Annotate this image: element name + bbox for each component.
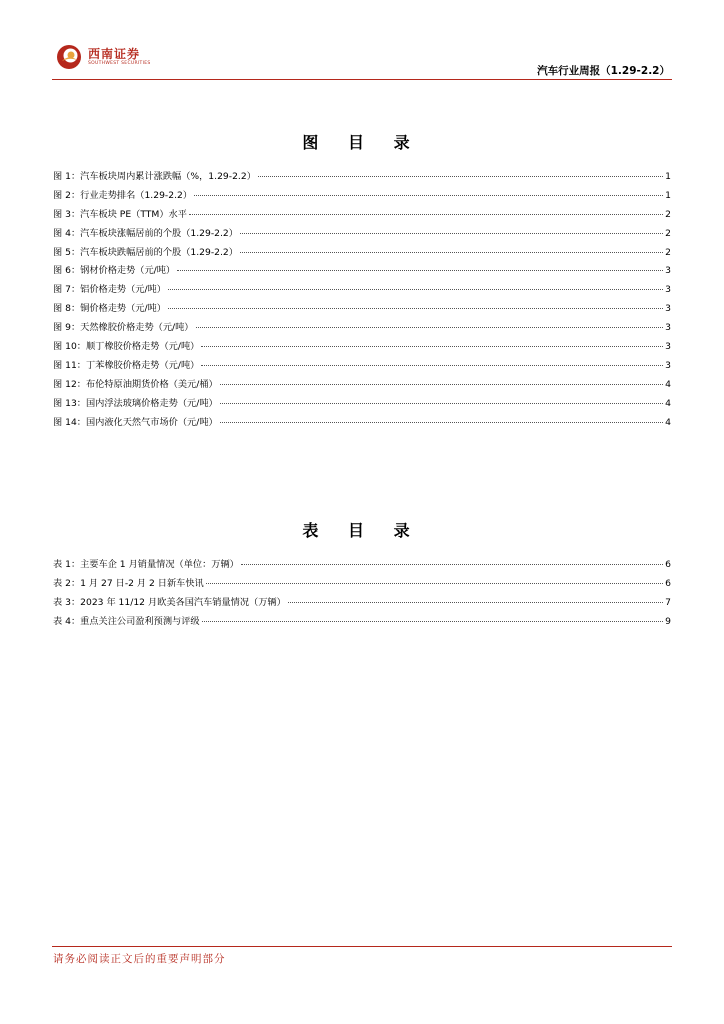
toc-leader-dots bbox=[220, 384, 663, 385]
toc-entry-page: 1 bbox=[665, 189, 671, 201]
toc-entry[interactable] bbox=[53, 300, 671, 319]
toc-leader-dots bbox=[202, 621, 664, 622]
toc-entry-label: 图 14：国内液化天然气市场价（元/吨） bbox=[53, 416, 218, 428]
toc-entry-label: 图 13：国内浮法玻璃价格走势（元/吨） bbox=[53, 397, 218, 409]
toc-entry-page: 7 bbox=[665, 596, 671, 608]
toc-entry-page: 6 bbox=[665, 559, 671, 570]
toc-entry[interactable] bbox=[53, 357, 671, 376]
logo-wordmark bbox=[88, 47, 151, 67]
toc-leader-dots bbox=[240, 233, 663, 234]
toc-entry[interactable] bbox=[53, 187, 671, 206]
toc-leader-dots bbox=[220, 403, 663, 404]
logo-emblem-icon bbox=[56, 44, 82, 70]
logo-english-name: SOUTHWEST SECURITIES bbox=[88, 61, 151, 66]
toc-entry[interactable] bbox=[53, 556, 671, 575]
toc-entry-page: 4 bbox=[665, 416, 671, 428]
toc-entry-label: 图 8：铜价格走势（元/吨） bbox=[53, 303, 166, 315]
tables-toc-list bbox=[53, 556, 671, 632]
company-logo bbox=[56, 44, 151, 70]
toc-entry-page: 9 bbox=[665, 615, 671, 627]
figures-toc-list bbox=[53, 168, 671, 432]
toc-entry-label: 表 3：2023 年 11/12 月欧美各国汽车销量情况（万辆） bbox=[53, 596, 286, 608]
toc-entry[interactable] bbox=[53, 168, 671, 187]
toc-entry[interactable] bbox=[53, 225, 671, 244]
toc-entry-page: 3 bbox=[665, 303, 671, 315]
toc-leader-dots bbox=[241, 564, 663, 565]
toc-entry-page: 3 bbox=[665, 284, 671, 296]
toc-leader-dots bbox=[196, 327, 664, 328]
logo-chinese-name: 西南证券 bbox=[88, 47, 141, 61]
toc-entry-label: 图 4：汽车板块涨幅居前的个股（1.29-2.2） bbox=[53, 227, 238, 239]
toc-entry[interactable] bbox=[53, 414, 671, 433]
toc-leader-dots bbox=[201, 346, 663, 347]
header-divider bbox=[52, 79, 672, 80]
toc-entry-page: 4 bbox=[665, 378, 671, 390]
toc-leader-dots bbox=[168, 289, 663, 290]
toc-entry-label: 图 11：丁苯橡胶价格走势（元/吨） bbox=[53, 359, 200, 371]
toc-entry-label: 图 3：汽车板块 PE（TTM）水平 bbox=[53, 208, 187, 220]
toc-leader-dots bbox=[240, 252, 663, 253]
toc-entry[interactable] bbox=[53, 338, 671, 357]
toc-leader-dots bbox=[288, 602, 663, 603]
toc-entry-label: 表 1：主要车企 1 月销量情况（单位：万辆） bbox=[53, 559, 239, 570]
toc-entry-label: 图 6：钢材价格走势（元/吨） bbox=[53, 265, 176, 277]
toc-leader-dots bbox=[258, 176, 663, 177]
tables-toc-title: 表 目 录 bbox=[302, 521, 422, 540]
toc-entry[interactable] bbox=[53, 376, 671, 395]
figures-toc-title: 图 目 录 bbox=[302, 133, 422, 152]
toc-entry-label: 表 4：重点关注公司盈利预测与评级 bbox=[53, 615, 200, 627]
toc-entry-page: 2 bbox=[665, 246, 671, 258]
report-title: 汽车行业周报（1.29-2.2） bbox=[537, 65, 670, 77]
toc-entry-label: 图 12：布伦特原油期货价格（美元/桶） bbox=[53, 378, 218, 390]
toc-entry-label: 图 7：铝价格走势（元/吨） bbox=[53, 284, 166, 296]
toc-entry[interactable] bbox=[53, 613, 671, 632]
toc-leader-dots bbox=[206, 583, 663, 584]
footer-disclaimer: 请务必阅读正文后的重要声明部分 bbox=[53, 953, 226, 965]
footer-divider bbox=[52, 946, 672, 947]
toc-entry[interactable] bbox=[53, 594, 671, 613]
toc-leader-dots bbox=[220, 422, 663, 423]
toc-entry-label: 图 5：汽车板块跌幅居前的个股（1.29-2.2） bbox=[53, 246, 238, 258]
toc-leader-dots bbox=[177, 270, 663, 271]
toc-entry[interactable] bbox=[53, 206, 671, 225]
toc-leader-dots bbox=[189, 214, 663, 215]
toc-entry[interactable] bbox=[53, 395, 671, 414]
toc-entry-page: 3 bbox=[665, 341, 671, 353]
toc-entry-page: 6 bbox=[665, 577, 671, 589]
toc-entry-label: 图 1：汽车板块周内累计涨跌幅（%，1.29-2.2） bbox=[53, 171, 256, 182]
toc-leader-dots bbox=[168, 308, 663, 309]
toc-entry-page: 3 bbox=[665, 265, 671, 277]
toc-entry[interactable] bbox=[53, 575, 671, 594]
toc-entry-label: 表 2：1 月 27 日-2 月 2 日新车快讯 bbox=[53, 577, 204, 589]
toc-entry-label: 图 9：天然橡胶价格走势（元/吨） bbox=[53, 322, 194, 334]
toc-leader-dots bbox=[194, 195, 663, 196]
toc-entry-label: 图 2：行业走势排名（1.29-2.2） bbox=[53, 189, 193, 201]
toc-entry[interactable] bbox=[53, 281, 671, 300]
toc-entry-page: 2 bbox=[665, 208, 671, 220]
toc-entry-page: 1 bbox=[665, 171, 671, 182]
toc-entry-page: 3 bbox=[665, 322, 671, 334]
toc-entry[interactable] bbox=[53, 244, 671, 263]
toc-leader-dots bbox=[201, 365, 663, 366]
toc-entry[interactable] bbox=[53, 319, 671, 338]
toc-entry-label: 图 10：顺丁橡胶价格走势（元/吨） bbox=[53, 341, 200, 353]
page-header bbox=[52, 40, 672, 82]
toc-entry-page: 4 bbox=[665, 397, 671, 409]
toc-entry-page: 2 bbox=[665, 227, 671, 239]
toc-entry-page: 3 bbox=[665, 359, 671, 371]
toc-entry[interactable] bbox=[53, 262, 671, 281]
